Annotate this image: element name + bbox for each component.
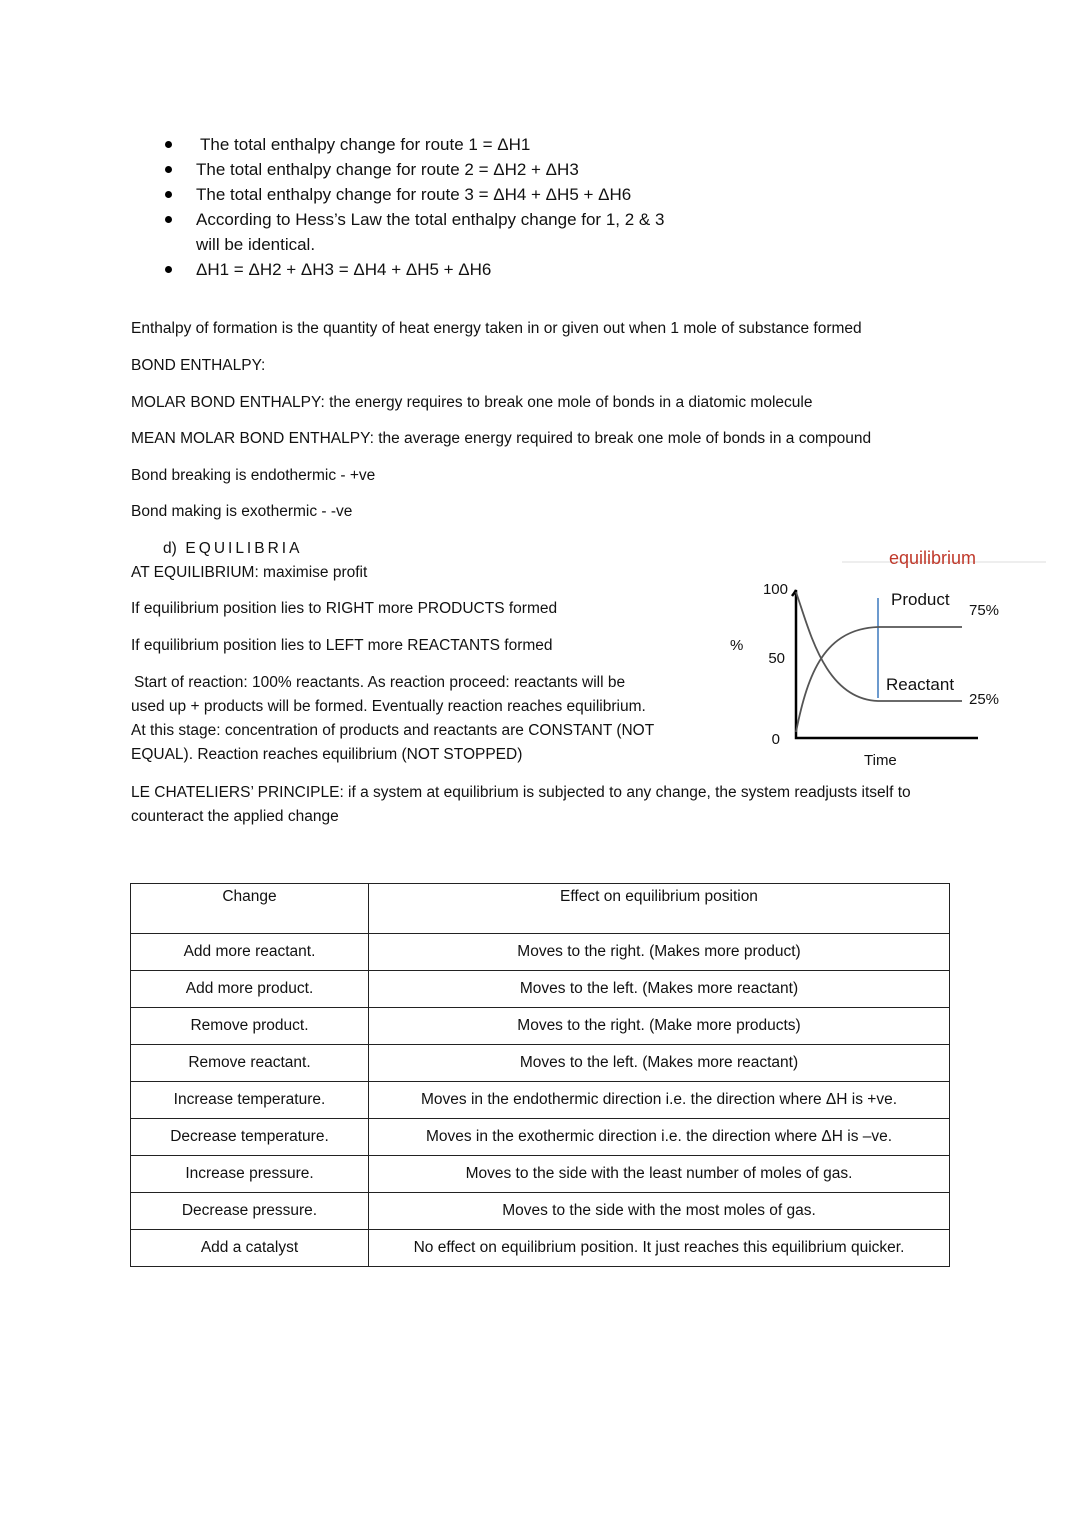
change-cell: Remove reactant.	[131, 1045, 369, 1082]
effect-cell: No effect on equilibrium position. It just reaches this equilibrium quicker.	[369, 1230, 950, 1267]
section-title: EQUILIBRIA	[185, 540, 303, 557]
mean-molar-bond-enthalpy-text: MEAN MOLAR BOND ENTHALPY: the average energy required to break one mole of bonds in a compound	[131, 430, 872, 447]
data-label-product: 75%	[969, 602, 1000, 619]
le-chatelier-line: counteract the applied change	[131, 808, 339, 825]
table-row	[131, 934, 950, 971]
bond-breaking-text: Bond breaking is endothermic - +ve	[131, 467, 376, 484]
bullet-icon	[165, 216, 172, 223]
y-axis-label: %	[730, 637, 744, 654]
section-label: d)	[163, 540, 177, 557]
change-cell: Remove product.	[131, 1008, 369, 1045]
effect-cell: Moves to the side with the least number of moles of gas.	[369, 1156, 950, 1193]
change-cell: Add more product.	[131, 971, 369, 1008]
bullet-text: The total enthalpy change for route 3 = ΔH4 + ΔH5 + ΔH6	[196, 185, 632, 204]
table-row	[131, 1156, 950, 1193]
bullet-text: The total enthalpy change for route 2 = ΔH2 + ΔH3	[196, 160, 579, 179]
at-equilibrium-text: AT EQUILIBRIUM: maximise profit	[131, 564, 368, 581]
equilibrium-chart	[700, 540, 1060, 780]
section-heading	[163, 540, 302, 558]
change-cell: Increase pressure.	[131, 1156, 369, 1193]
bullet-continuation: will be identical.	[196, 235, 316, 254]
table-row	[131, 1008, 950, 1045]
table-row	[131, 971, 950, 1008]
bullet-icon	[165, 266, 172, 273]
reaction-line: EQUAL). Reaction reaches equilibrium (NOT STOPPED)	[131, 746, 523, 763]
bullet-text: According to Hess’s Law the total enthalpy change for 1, 2 & 3	[196, 210, 665, 229]
change-cell: Add more reactant.	[131, 934, 369, 971]
chart-title: equilibrium	[889, 548, 977, 568]
table-header-cell: Effect on equilibrium position	[369, 884, 950, 934]
effect-cell: Moves to the right. (Make more products)	[369, 1008, 950, 1045]
bullet-icon	[165, 141, 172, 148]
bullet-text: The total enthalpy change for route 1 = ΔH1	[200, 135, 531, 154]
table-header-cell: Change	[131, 884, 369, 934]
table-row	[131, 1045, 950, 1082]
left-position-text: If equilibrium position lies to LEFT more REACTANTS formed	[131, 637, 553, 654]
bond-enthalpy-heading: BOND ENTHALPY:	[131, 357, 266, 374]
reaction-line: Start of reaction: 100% reactants. As reaction proceed: reactants will be	[134, 674, 626, 691]
series-label-reactant: Reactant	[886, 675, 955, 694]
enthalpy-formation-text: Enthalpy of formation is the quantity of heat energy taken in or given out when 1 mole of substance formed	[131, 320, 862, 337]
effect-cell: Moves to the left. (Makes more reactant)	[369, 971, 950, 1008]
right-position-text: If equilibrium position lies to RIGHT more PRODUCTS formed	[131, 600, 558, 617]
series-label-product: Product	[891, 590, 950, 609]
change-cell: Decrease temperature.	[131, 1119, 369, 1156]
x-axis-label: Time	[864, 752, 897, 769]
reaction-line: At this stage: concentration of products and reactants are CONSTANT (NOT	[131, 722, 655, 739]
bullet-icon	[165, 191, 172, 198]
effect-cell: Moves to the right. (Makes more product)	[369, 934, 950, 971]
equilibrium-change-table	[130, 883, 950, 1267]
table-row	[131, 1082, 950, 1119]
y-tick-label: 100	[762, 581, 788, 598]
reaction-line: used up + products will be formed. Eventually reaction reaches equilibrium.	[131, 698, 646, 715]
chart-axes	[792, 590, 978, 738]
data-label-reactant: 25%	[969, 691, 1000, 708]
bullet-text: ΔH1 = ΔH2 + ΔH3 = ΔH4 + ΔH5 + ΔH6	[196, 260, 492, 279]
y-tick-label: 50	[768, 650, 785, 667]
y-tick-label: 0	[771, 731, 780, 748]
le-chatelier-line: LE CHATELIERS’ PRINCIPLE: if a system at equilibrium is subjected to any change, the system readjusts itself to	[131, 784, 911, 801]
change-cell: Add a catalyst	[131, 1230, 369, 1267]
change-cell: Increase temperature.	[131, 1082, 369, 1119]
table-row	[131, 1193, 950, 1230]
bond-making-text: Bond making is exothermic - -ve	[131, 503, 353, 520]
table-row	[131, 1230, 950, 1267]
table-row	[131, 1119, 950, 1156]
table-header-row	[131, 884, 950, 934]
effect-cell: Moves to the side with the most moles of gas.	[369, 1193, 950, 1230]
bullet-icon	[165, 166, 172, 173]
molar-bond-enthalpy-text: MOLAR BOND ENTHALPY: the energy requires to break one mole of bonds in a diatomic molecule	[131, 394, 813, 411]
effect-cell: Moves to the left. (Makes more reactant)	[369, 1045, 950, 1082]
effect-cell: Moves in the endothermic direction i.e. the direction where ΔH is +ve.	[369, 1082, 950, 1119]
effect-cell: Moves in the exothermic direction i.e. the direction where ΔH is –ve.	[369, 1119, 950, 1156]
change-cell: Decrease pressure.	[131, 1193, 369, 1230]
